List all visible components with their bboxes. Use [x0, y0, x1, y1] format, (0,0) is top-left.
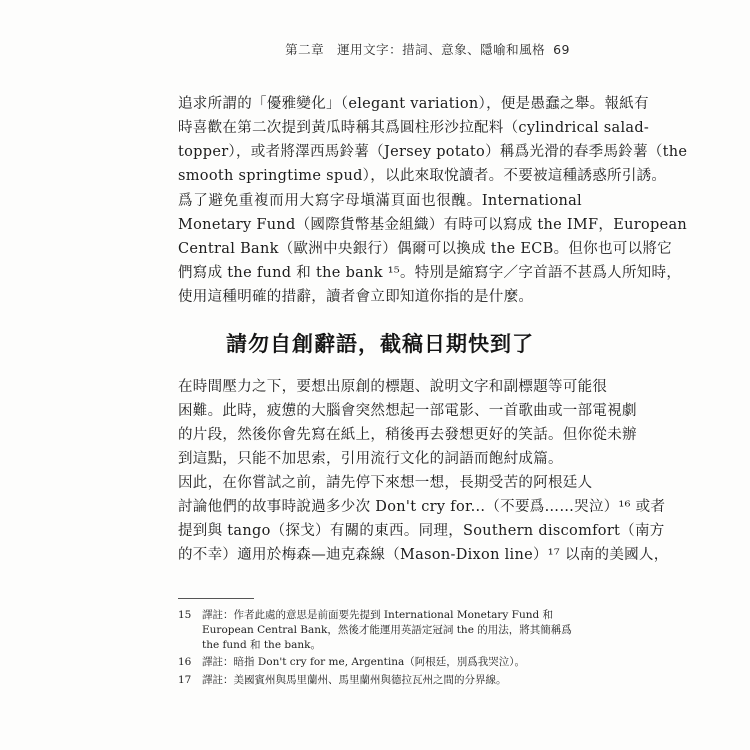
footnote-text: 譯註：美國賓州與馬里蘭州、馬里蘭州與德拉瓦州之間的分界線。: [202, 674, 507, 686]
footnote-number: 17: [178, 674, 192, 686]
text-line: smooth springtime spud），以此來取悅讀者。不要被這種誘惑所引誘。: [178, 168, 667, 184]
text-line: topper），或者將澤西馬鈴薯（Jersey potato）稱爲光滑的春季馬鈴薯（the: [178, 144, 688, 160]
footnote-15: [178, 608, 582, 653]
text-line: 爲了避免重複而用大寫字母塡滿頁面也很醜。International: [178, 193, 582, 209]
text-line: 的不幸）適用於梅森—迪克森線（Mason-Dixon line）¹⁷ 以南的美國人，: [178, 547, 669, 563]
paragraph-4: [178, 471, 669, 567]
section-heading: 請勿自創辭語，截稿日期快到了: [226, 332, 534, 356]
footnote-number: 15: [178, 609, 192, 621]
text-line: 時喜歡在第二次提到黃瓜時稱其爲圓柱形沙拉配料（cylindrical salad-: [178, 120, 650, 136]
footnote-16: [178, 655, 582, 670]
footnote-number: 16: [178, 656, 192, 668]
running-header: [285, 40, 570, 58]
paragraph-1: [178, 92, 688, 188]
text-line: 追求所謂的「優雅變化」（elegant variation），便是愚蠢之舉。報紙有: [178, 96, 649, 112]
footnote-text: 譯註：作者此處的意思是前面要先提到 International Monetary Fund 和 European Central Bank，然後才能運用英語定冠詞 the 的用法，將其簡稱爲 the fund 和 the bank。: [202, 609, 572, 651]
footnote-17: [178, 673, 582, 688]
text-line: 提到與 tango（探戈）有關的東西。同理，Southern discomfort（南方: [178, 523, 665, 539]
paragraph-3: [178, 375, 637, 471]
text-line: 到這點，只能不加思索，引用流行文化的詞語而飽紂成篇。: [178, 451, 563, 467]
text-line: Central Bank（歐洲中央銀行）偶爾可以換成 the ECB。但你也可以將它: [178, 241, 672, 257]
footnote-text: 譯註：暗指 Don't cry for me, Argentina（阿根廷，別爲我哭泣）。: [202, 656, 526, 668]
text-line: 討論他們的故事時說過多少次 Don't cry for...（不要爲……哭泣）¹⁶ 或者: [178, 499, 666, 515]
page-number: 69: [553, 42, 570, 57]
text-line: 困難。此時，疲憊的大腦會突然想起一部電影、一首歌曲或一部電視劇: [178, 403, 637, 419]
chapter-title: 第二章 運用文字：措詞、意象、隱喻和風格: [285, 42, 546, 57]
text-line: 使用這種明確的措辭，讀者會立即知道你指的是什麼。: [178, 289, 534, 305]
text-line: 在時間壓力之下，要想出原創的標題、說明文字和副標題等可能很: [178, 379, 608, 395]
text-line: 們寫成 the fund 和 the bank ¹⁵。特別是縮寫字／字首語不甚爲人所知時，: [178, 265, 682, 281]
paragraph-2: [178, 189, 688, 309]
text-line: Monetary Fund（國際貨幣基金組織）有時可以寫成 the IMF，European: [178, 217, 688, 233]
text-line: 的片段，然後你會先寫在紙上，稍後再去發想更好的笑話。但你從未辦: [178, 427, 637, 443]
footnote-divider: [178, 598, 254, 599]
text-line: 因此，在你嘗試之前，請先停下來想一想，長期受苦的阿根廷人: [178, 475, 593, 491]
